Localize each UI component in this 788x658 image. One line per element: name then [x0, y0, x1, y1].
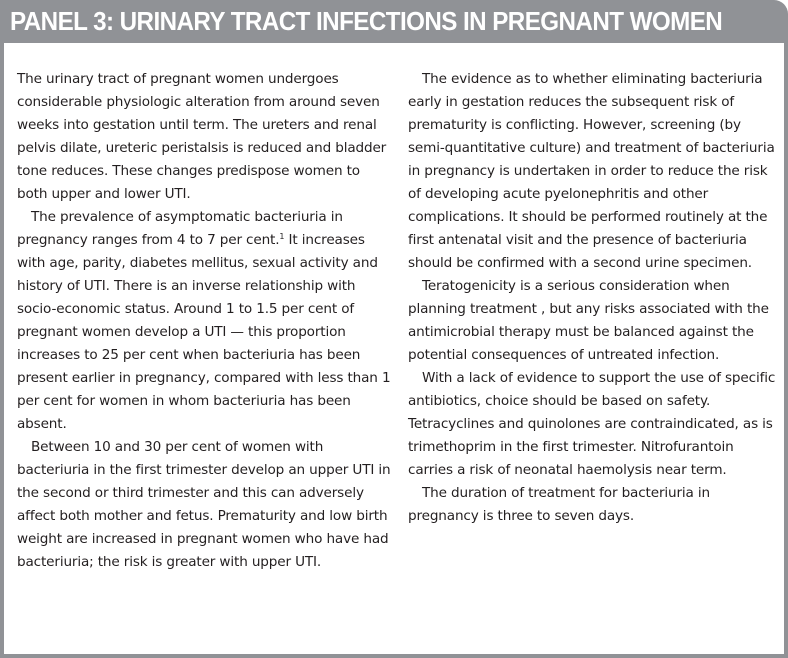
paragraph-text: The prevalence of asymptomatic bacteriuria in pregnancy ranges from 4 to 7 per cent.: [17, 209, 343, 248]
footnote-reference: 1: [279, 232, 285, 241]
paragraph: Teratogenicity is a serious consideration when planning treatment , but any risks associated with the antimicrobial therapy must be balanced against the potential consequences of untreated infection.: [408, 278, 769, 363]
paragraph: The urinary tract of pregnant women undergoes considerable physiologic alteration from around seven weeks into gestation until term. The ureters and renal pelvis dilate, ureteric peristalsis is reduced and bladder tone reduces. These changes predispose women to both upper and lower UTI.: [17, 71, 387, 202]
left-column: [17, 68, 392, 574]
paragraph: [17, 206, 392, 436]
panel-header: [0, 0, 788, 43]
right-column: [408, 68, 778, 528]
paragraph: With a lack of evidence to support the use of specific antibiotics, choice should be based on safety. Tetracyclines and quinolones are contraindicated, as is trimethoprim in the first trimester. Nitrofurantoin carries a risk of neonatal haemolysis near term.: [408, 370, 776, 478]
paragraph-text: It increases with age, parity, diabetes mellitus, sexual activity and history of UTI. There is an inverse relationship with socio-economic status. Around 1 to 1.5 per cent of pregnant women develop a UTI — this proportion increases to 25 per cent when bacteriuria has been present earlier in pregnancy, compared with less than 1 per cent for women in whom bacteriuria has been absent.: [17, 232, 391, 432]
paragraph: Between 10 and 30 per cent of women with bacteriuria in the first trimester develop an upper UTI in the second or third trimester and this can adversely affect both mother and fetus. Prematurity and low birth weight are increased in pregnant women who have had bacteriuria; the risk is greater with upper UTI.: [17, 439, 391, 570]
paragraph: The duration of treatment for bacteriuria in pregnancy is three to seven days.: [408, 485, 710, 524]
paragraph: The evidence as to whether eliminating bacteriuria early in gestation reduces the subsequent risk of prematurity is conflicting. However, screening (by semi-quantitative culture) and treatment of bacteriuria in pregnancy is undertaken in order to reduce the risk of developing acute pyelonephritis and other complications. It should be performed routinely at the first antenatal visit and the presence of bacteriuria should be confirmed with a second urine specimen.: [408, 71, 775, 271]
panel-title: PANEL 3: URINARY TRACT INFECTIONS IN PREGNANT WOMEN: [10, 6, 723, 36]
